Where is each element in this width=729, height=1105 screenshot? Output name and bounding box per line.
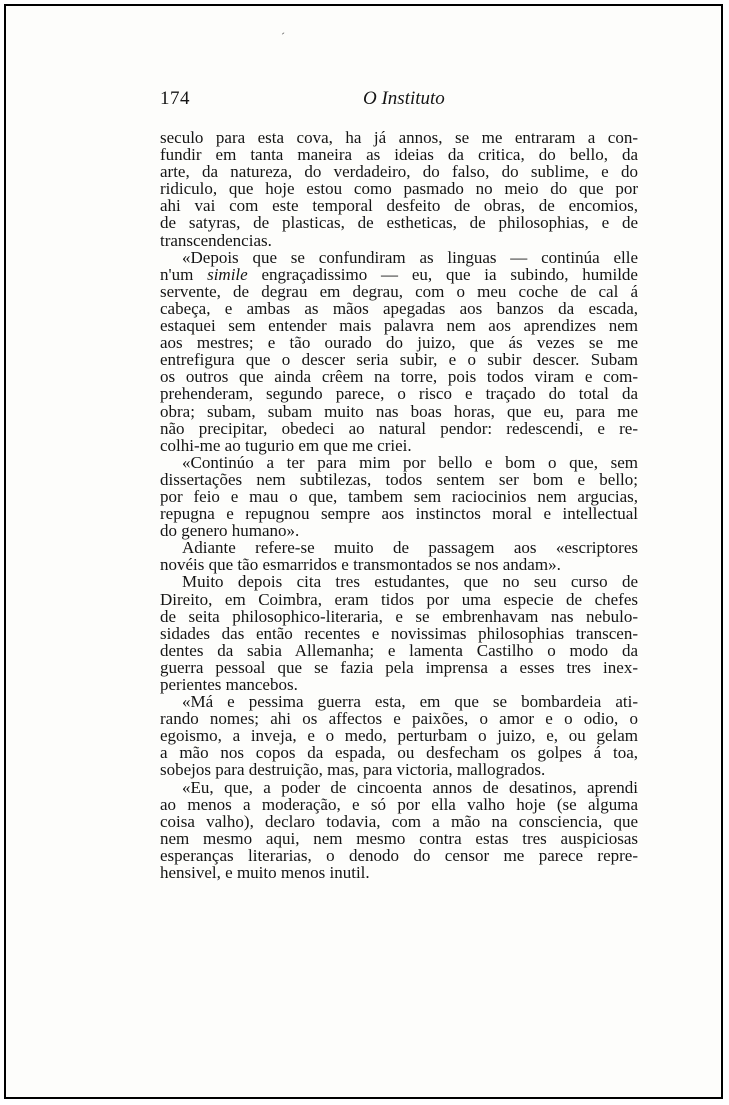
text-line: estaquei sem entender mais palavra nem aos aprendizes nem [160, 316, 638, 336]
text-line: «Má e pessima guerra esta, em que se bombardeia ati- [182, 692, 638, 712]
paragraph-6 [160, 693, 638, 778]
text-line: sidades das então recentes e novissimas philosophias transcen- [160, 623, 638, 643]
text-line: servente, de degrau em degrau, com o meu coche de cal á [160, 281, 638, 301]
text-line: Muito depois cita tres estudantes, que no seu curso de [182, 572, 638, 592]
text-line: novéis que tão esmarridos e transmontados se nos andam». [160, 555, 561, 575]
text-line: de seita philosophico-literaria, e se embrenhavam nas nebulo- [160, 606, 638, 626]
text-line: obra; subam, subam muito nas boas horas, que eu, para me [160, 401, 638, 421]
page-header [160, 88, 638, 112]
text-line: hensivel, e muito menos inutil. [160, 863, 370, 883]
text-line: «Eu, que, a poder de cincoenta annos de desatinos, aprendi [182, 777, 638, 797]
text-line: «Continúo a ter para mim por bello e bom o que, sem [182, 452, 638, 472]
body-text [160, 129, 638, 881]
text-line: do genero humano». [160, 521, 300, 541]
text-line: de satyras, de plasticas, de estheticas, de philosophias, e de [160, 213, 638, 233]
running-title: O Instituto [363, 88, 445, 109]
text-line: egoismo, a inveja, e o medo, perturbam o juizo, e, ou gelam [160, 726, 638, 746]
text-line: n'um simile engraçadissimo — eu, que ia subindo, humilde [160, 264, 638, 284]
paragraph-2 [160, 249, 638, 454]
text-line: seculo para esta cova, ha já annos, se me entraram a con- [160, 128, 638, 147]
text-line: rando nomes; ahi os affectos e paixões, o amor e o odio, o [160, 709, 638, 729]
text-line: Adiante refere-se muito de passagem aos «escriptores [182, 538, 638, 558]
page-number: 174 [160, 88, 190, 109]
text-line: coisa valho), declaro todavia, com a mão na consciencia, que [160, 811, 638, 831]
text-line: nem mesmo aqui, nem mesmo contra estas tres auspiciosas [160, 828, 638, 848]
text-line: a mão nos copos da espada, ou desfecham os golpes á toa, [160, 743, 638, 763]
text-line: dissertações nem subtilezas, todos sentem ser bom e bello; [160, 469, 638, 489]
text-line: colhi-me ao tugurio em que me criei. [160, 435, 412, 455]
text-line: perientes mancebos. [160, 675, 298, 694]
text-line: cabeça, e ambas as mãos apegadas aos banzos da escada, [160, 298, 638, 318]
text-line: transcendencias. [160, 230, 272, 250]
text-line: prehenderam, segundo parece, o risco e traçado do total da [160, 384, 638, 404]
paragraph-5 [160, 573, 638, 693]
text-line: os outros que ainda crêem na torre, pois todos viram e com- [160, 367, 638, 387]
paragraph-3 [160, 454, 638, 539]
text-line: repugna e repugnou sempre aos instinctos moral e intellectual [160, 504, 638, 524]
text-line: ao menos a moderação, e só por ella valho hoje (se alguma [160, 794, 638, 814]
text-line: sobejos para destruição, mas, para victoria, mallogrados. [160, 760, 546, 780]
text-line: ridiculo, que hoje estou como pasmado no meio do que por [160, 179, 638, 199]
text-line: não precipitar, obedeci ao natural pendor: redescendi, e re- [160, 418, 638, 438]
text-line: ahi vai com este temporal desfeito de obras, de encomios, [160, 196, 638, 216]
text-line: entrefigura que o descer seria subir, e o subir descer. Subam [160, 350, 638, 370]
text-line: fundir em tanta maneira as ideias da critica, do bello, da [160, 145, 638, 165]
text-line: dentes da sabia Allemanha; e lamenta Castilho o modo da [160, 640, 638, 660]
paragraph-4 [160, 539, 638, 573]
text-line: Direito, em Coimbra, eram tidos por uma especie de chefes [160, 589, 638, 609]
text-line: «Depois que se confundiram as linguas — continúa elle [182, 247, 638, 267]
text-line: guerra pessoal que se fazia pela imprensa a esses tres inex- [160, 657, 638, 677]
text-line: aos mestres; e tão ourado do juizo, que ás vezes se me [160, 333, 638, 353]
text-line: por feio e mau o que, tambem sem raciocinios nem argucias, [160, 486, 638, 506]
text-line: esperanças literarias, o denodo do censor me parece repre- [160, 845, 638, 865]
stray-mark: ´ [281, 30, 285, 44]
paragraph-1 [160, 129, 638, 249]
text-line: arte, da natureza, do verdadeiro, do falso, do sublime, e do [160, 162, 638, 182]
paragraph-7 [160, 779, 638, 882]
